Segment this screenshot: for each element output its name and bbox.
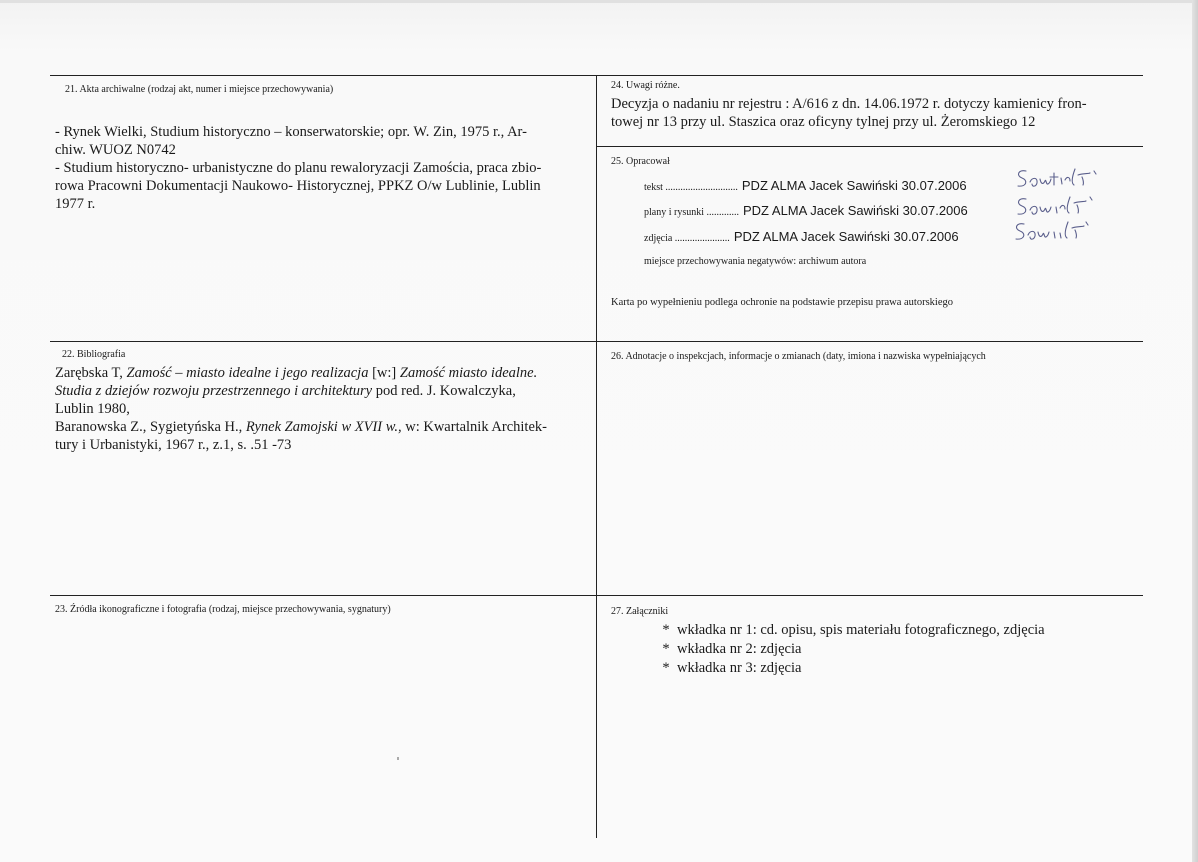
bib-editor: pod red. J. Kowalczyka, (372, 383, 516, 399)
scan-speck (397, 757, 399, 760)
section-24-line: Decyzja o nadaniu nr rejestru : A/616 z dn. 14.06.1972 r. dotyczy kamienicy fron- (611, 96, 1087, 112)
section-26-annotations (611, 351, 1141, 363)
page-right-edge (1192, 0, 1198, 862)
prepared-row-value: PDZ ALMA Jacek Sawiński 30.07.2006 (743, 203, 968, 218)
divider-24-25 (596, 146, 1143, 147)
section-27-label: 27. Załączniki (611, 606, 669, 617)
section-27-attachments (611, 606, 1141, 678)
section-24-remarks (611, 80, 1141, 131)
signature-2 (1012, 193, 1107, 221)
page-top-edge (0, 0, 1198, 3)
section-24-label: 24. Uwagi różne. (611, 80, 680, 91)
bibliography-line: Lublin 1980, (55, 401, 130, 417)
bibliography-line: tury i Urbanistyki, 1967 r., z.1, s. .51 -73 (55, 437, 292, 453)
section-21-line: chiw. WUOZ N0742 (55, 142, 176, 158)
section-21-line: 1977 r. (55, 196, 96, 212)
bullet-asterisk: * (662, 641, 670, 657)
bib-title: Rynek Zamojski w XVII w., (245, 419, 402, 435)
section-22-label: 22. Bibliografia (62, 349, 126, 360)
attachment-item (655, 659, 1141, 678)
prepared-row-key: plany i rysunki ............. (644, 207, 739, 218)
prepared-row-value: PDZ ALMA Jacek Sawiński 30.07.2006 (733, 229, 959, 244)
bullet-asterisk: * (662, 622, 670, 638)
section-21-line: - Studium historyczno- urbanistyczne do planu rewaloryzacji Zamościa, praca zbio- (55, 160, 542, 176)
section-24-text (611, 95, 1141, 131)
bibliography-line (55, 364, 590, 382)
signature-3 (1010, 218, 1105, 246)
prepared-row-text (644, 177, 967, 195)
section-21-line: - Rynek Wielki, Studium historyczno – konserwatorskie; opr. W. Zin, 1975 r., Ar- (55, 124, 527, 140)
attachments-list (655, 621, 1141, 678)
section-21-label: 21. Akta archiwalne (rodzaj akt, numer i miejsce przechowywania) (65, 84, 334, 95)
section-21-line: rowa Pracowni Dokumentacji Naukowo- Historycznej, PPKZ O/w Lublinie, Lublin (55, 178, 541, 194)
section-26-label: 26. Adnotacje o inspekcjach, informacje o zmianach (daty, imiona i nazwiska wypełniających (611, 351, 986, 362)
bib-author: Zarębska T, (55, 365, 127, 381)
negatives-storage: miejsce przechowywania negatywów: archiwum autora (644, 256, 867, 267)
prepared-row-photos (644, 228, 959, 246)
bib-source: Zamość miasto idealne. (399, 365, 538, 381)
section-24-line: towej nr 13 przy ul. Staszica oraz oficyny tylnej przy ul. Żeromskiego 12 (611, 114, 1036, 130)
column-divider (596, 75, 597, 838)
section-21-archival-records (55, 84, 590, 213)
prepared-row-plans (644, 202, 968, 220)
section-22-bibliography (55, 349, 590, 454)
attachment-item (655, 621, 1141, 640)
bib-in: [w:] (368, 365, 400, 381)
section-25-label: 25. Opracował (611, 156, 670, 167)
attachment-label: wkładka nr 1: cd. opisu, spis materiału fotograficznego, zdjęcia (677, 622, 1045, 638)
prepared-row-key: zdjęcia ...................... (644, 233, 730, 244)
attachment-item (655, 640, 1141, 659)
copyright-note: Karta po wypełnieniu podlega ochronie na podstawie przepisu prawa autorskiego (611, 297, 954, 308)
bib-source-cont: Studia z dziejów rozwoju przestrzennego i architektury (55, 383, 373, 399)
bib-journal: w: Kwartalnik Architek- (401, 419, 547, 435)
section-22-text (55, 364, 590, 454)
attachment-label: wkładka nr 2: zdjęcia (677, 641, 802, 657)
bibliography-line (55, 382, 590, 400)
section-23-iconographic-sources (55, 604, 590, 616)
bibliography-line (55, 418, 590, 436)
section-23-label: 23. Źródła ikonograficzne i fotografia (rodzaj, miejsce przechowywania, sygnatury) (55, 604, 391, 615)
prepared-row-key: tekst ............................. (644, 182, 738, 193)
bib-title: Zamość – miasto idealne i jego realizacja (126, 365, 369, 381)
section-21-text (55, 123, 590, 213)
attachment-label: wkładka nr 3: zdjęcia (677, 660, 802, 676)
prepared-row-value: PDZ ALMA Jacek Sawiński 30.07.2006 (741, 178, 967, 193)
bullet-asterisk: * (662, 660, 670, 676)
bib-author: Baranowska Z., Sygietyńska H., (55, 419, 246, 435)
